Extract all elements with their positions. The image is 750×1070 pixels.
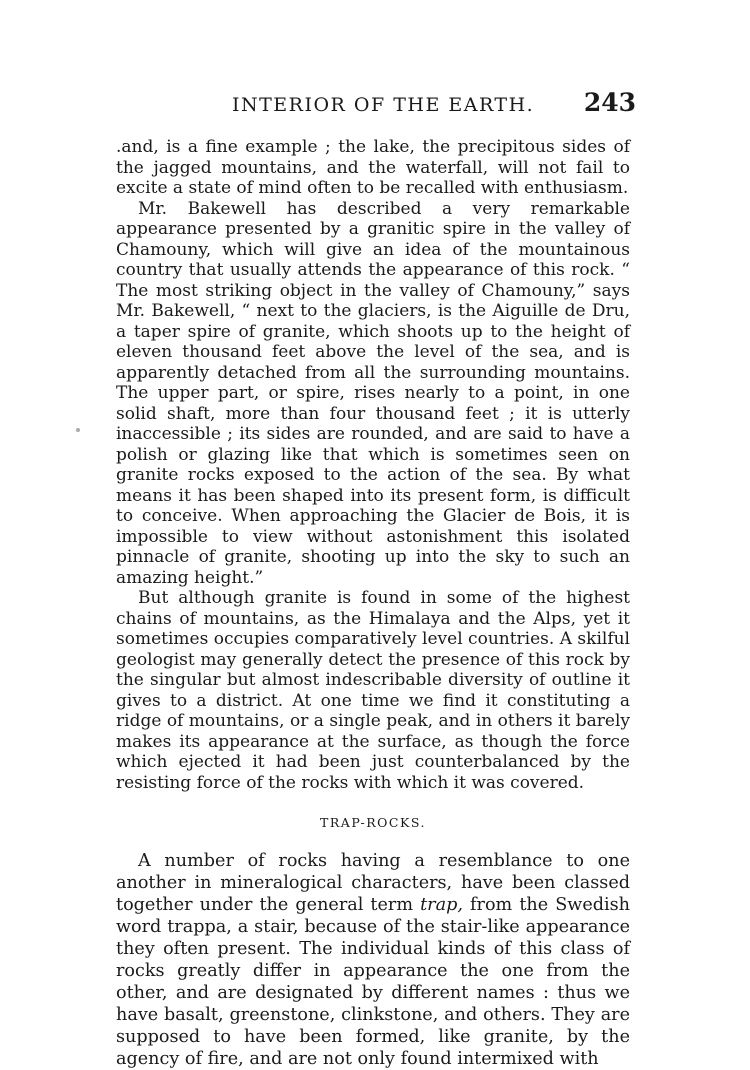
running-head [116,88,636,128]
paragraph-granite: But although granite is found in some of the highest chains of mountains, as the Himalaya and the Alps, yet it sometimes occupies comparatively level countries. A skilful geologist may generally detect the presence of this rock by the singular but almost indescribable diversity of outline it gives to a district. At one time we find it constituting a ridge of mountains, or a single peak, and in others it barely makes its appearance at the surface, as though the force which ejected it had been just counterbalanced by the resisting force of the rocks with which it was covered. [116,588,630,793]
paragraph-trap-rocks [116,850,630,1070]
page-number: 243 [583,88,636,117]
paragraph-continuation: .and, is a fine example ; the lake, the precipitous sides of the jagged mountains, and the waterfall, will not fail to excite a state of mind often to be recalled with enthusiasm. [116,137,630,198]
trap-text-part-2: from the Swedish word trappa, a stair, because of the stair-like appearance they often present. The individual kinds of this class of rocks greatly differ in appearance the one from the other, and are designated by different names : thus we have basalt, greenstone, clinkstone, and others. They are supposed to have been formed, like granite, by the agency of fire, and are not only found intermixed with [116,894,630,1069]
trap-term-italic: trap, [420,894,463,915]
paragraph-bakewell: Mr. Bakewell has described a very remarkable appearance presented by a granitic spire in the valley of Chamouny, which will give an idea of the mountainous country that usually attends the appearance of this rock. “ The most striking object in the valley of Chamouny,” says Mr. Bakewell, “ next to the glaciers, is the Aiguille de Dru, a taper spire of granite, which shoots up to the height of eleven thousand feet above the level of the sea, and is apparently detached from all the surrounding mountains. The upper part, or spire, rises nearly to a point, in one solid shaft, more than four thousand feet ; it is utterly inaccessible ; its sides are rounded, and are said to have a polish or glazing like that which is sometimes seen on granite rocks exposed to the action of the sea. By what means it has been shaped into its present form, is difficult to conceive. When approaching the Glacier de Bois, it is impossible to view without astonishment this isolated pinnacle of granite, shooting up into the sky to such an amazing height.” [116,198,630,588]
trap-rocks-section [116,850,630,1070]
running-title: INTERIOR OF THE EARTH. [232,94,535,116]
margin-speck [76,428,80,432]
trap-text-part-1: A number of rocks having a resemblance to one another in mineralogical characters, have been classed together under the general term [116,850,630,915]
body-text [116,137,630,1070]
section-heading: TRAP-ROCKS. [320,815,426,830]
